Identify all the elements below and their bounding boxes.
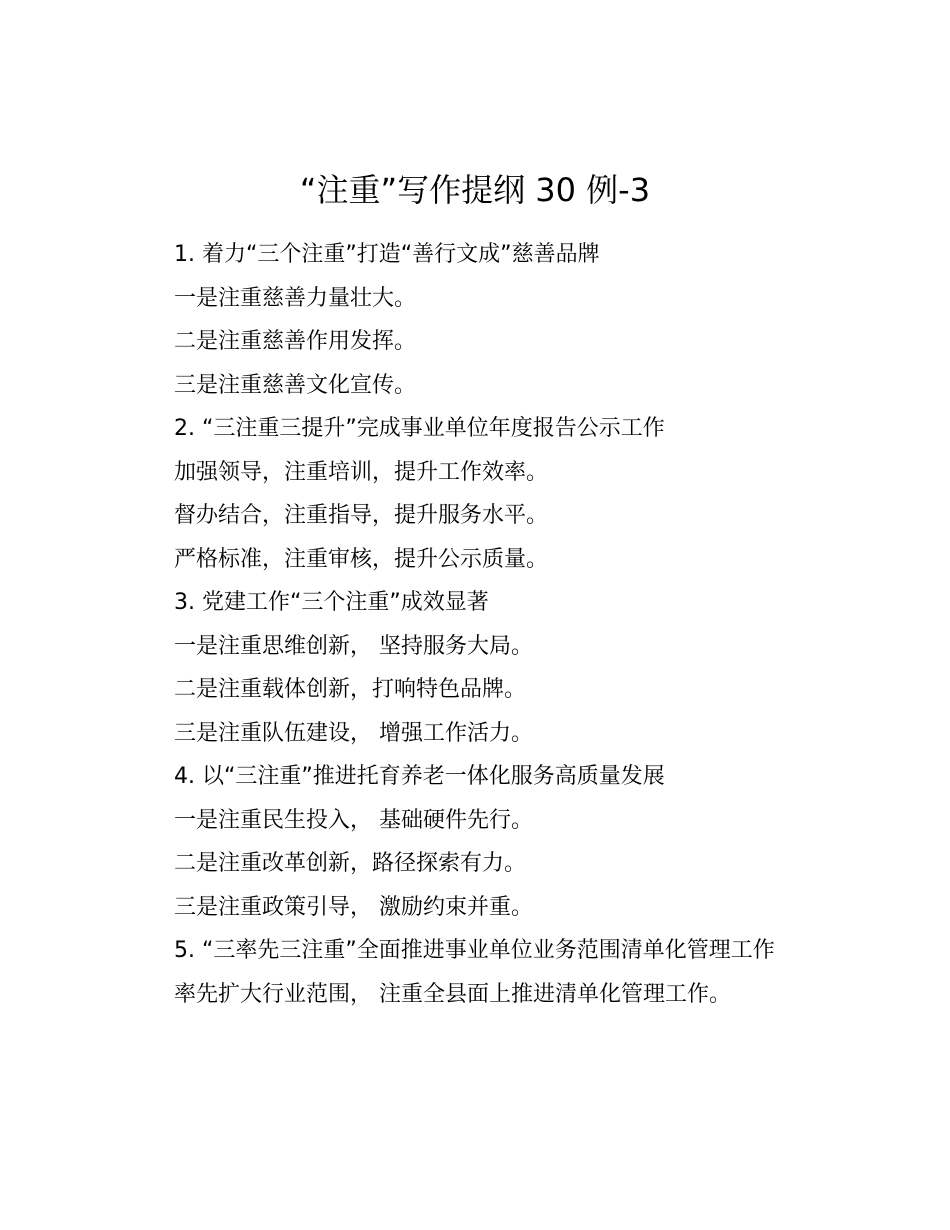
heading-5: 5. “三率先三注重”全面推进事业单位业务范围清单化管理工作 bbox=[174, 938, 775, 963]
paragraph-line: 三是注重政策引导， 激励约束并重。 bbox=[174, 894, 533, 920]
heading-4: 4. 以“三注重”推进托育养老一体化服务高质量发展 bbox=[174, 764, 665, 789]
paragraph-line: 二是注重改革创新，路径探索有力。 bbox=[174, 851, 527, 876]
paragraph-line: 一是注重慈善力量壮大。 bbox=[174, 285, 417, 311]
heading-1: 1. 着力“三个注重”打造“善行文成”慈善品牌 bbox=[174, 242, 600, 267]
paragraph-line: 一是注重思维创新， 坚持服务大局。 bbox=[174, 633, 533, 659]
heading-2: 2. “三注重三提升”完成事业单位年度报告公示工作 bbox=[174, 416, 665, 441]
paragraph-line: 二是注重载体创新，打响特色品牌。 bbox=[174, 677, 527, 702]
paragraph-line: 率先扩大行业范围， 注重全县面上推进清单化管理工作。 bbox=[174, 981, 731, 1007]
paragraph-line: 一是注重民生投入， 基础硬件先行。 bbox=[174, 807, 533, 833]
paragraph-line: 督办结合，注重指导，提升服务水平。 bbox=[174, 503, 549, 528]
paragraph-line: 三是注重慈善文化宣传。 bbox=[174, 372, 417, 398]
paragraph-line: 严格标准，注重审核，提升公示质量。 bbox=[174, 546, 549, 572]
paragraph-line: 二是注重慈善作用发挥。 bbox=[174, 329, 417, 354]
heading-3: 3. 党建工作“三个注重”成效显著 bbox=[174, 590, 489, 615]
document-body bbox=[125, 233, 830, 1016]
paragraph-line: 加强领导，注重培训，提升工作效率。 bbox=[174, 459, 549, 485]
paragraph-line: 三是注重队伍建设， 增强工作活力。 bbox=[174, 720, 533, 746]
document-title: “注重”写作提纲 30 例-3 bbox=[299, 171, 651, 209]
